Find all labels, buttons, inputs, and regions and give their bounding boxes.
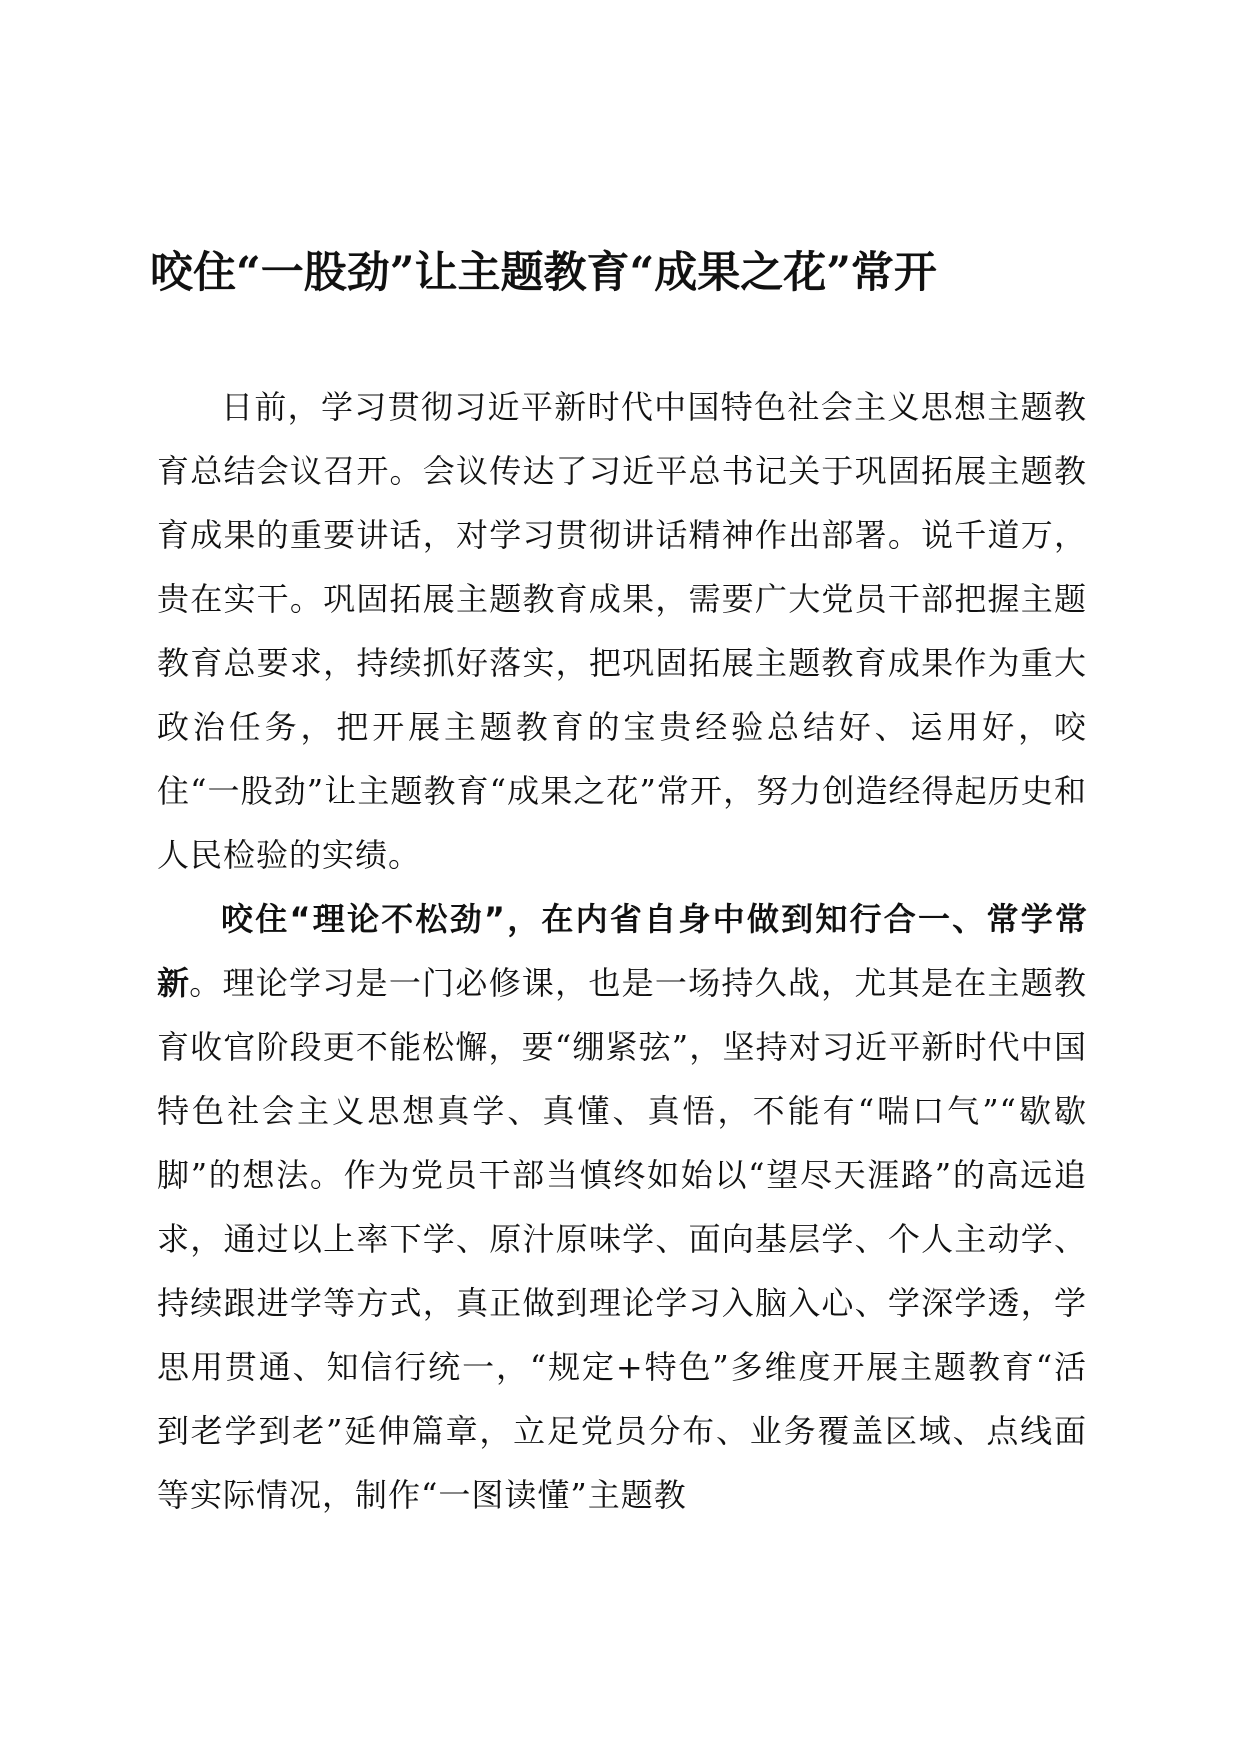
- document-title: 咬住“一股劲”让主题教育“成果之花”常开: [150, 248, 937, 298]
- paragraph-body-text: 。理论学习是一门必修课，也是一场持久战，尤其是在主题教育收官阶段更不能松懈，要“绷紧弦”，坚持对习近平新时代中国特色社会主义思想真学、真懂、真悟，不能有“喘口气”“歇歇脚”的想法。作为党员干部当慎终如始以“望尽天涯路”的高远追求，通过以上率下学、原汁原味学、面向基层学、个人主动学、持续跟进学等方式，真正做到理论学习入脑入心、学深学透，学思用贯通、知信行统一，“规定+特色”多维度开展主题教育“活到老学到老”延伸篇章，立足党员分布、业务覆盖区域、点线面等实际情况，制作“一图读懂”主题教: [157, 964, 1087, 1514]
- paragraph-theory: [157, 887, 1087, 1527]
- paragraph-intro: 日前，学习贯彻习近平新时代中国特色社会主义思想主题教育总结会议召开。会议传达了习近平总书记关于巩固拓展主题教育成果的重要讲话，对学习贯彻讲话精神作出部署。说千道万，贵在实干。巩固拓展主题教育成果，需要广大党员干部把握主题教育总要求，持续抓好落实，把巩固拓展主题教育成果作为重大政治任务，把开展主题教育的宝贵经验总结好、运用好，咬住“一股劲”让主题教育“成果之花”常开，努力创造经得起历史和人民检验的实绩。: [157, 388, 1087, 874]
- paragraph-lead-heading: 咬住“理论不松劲”，在内省自身中做到知行合一、常学常新: [157, 900, 1087, 1002]
